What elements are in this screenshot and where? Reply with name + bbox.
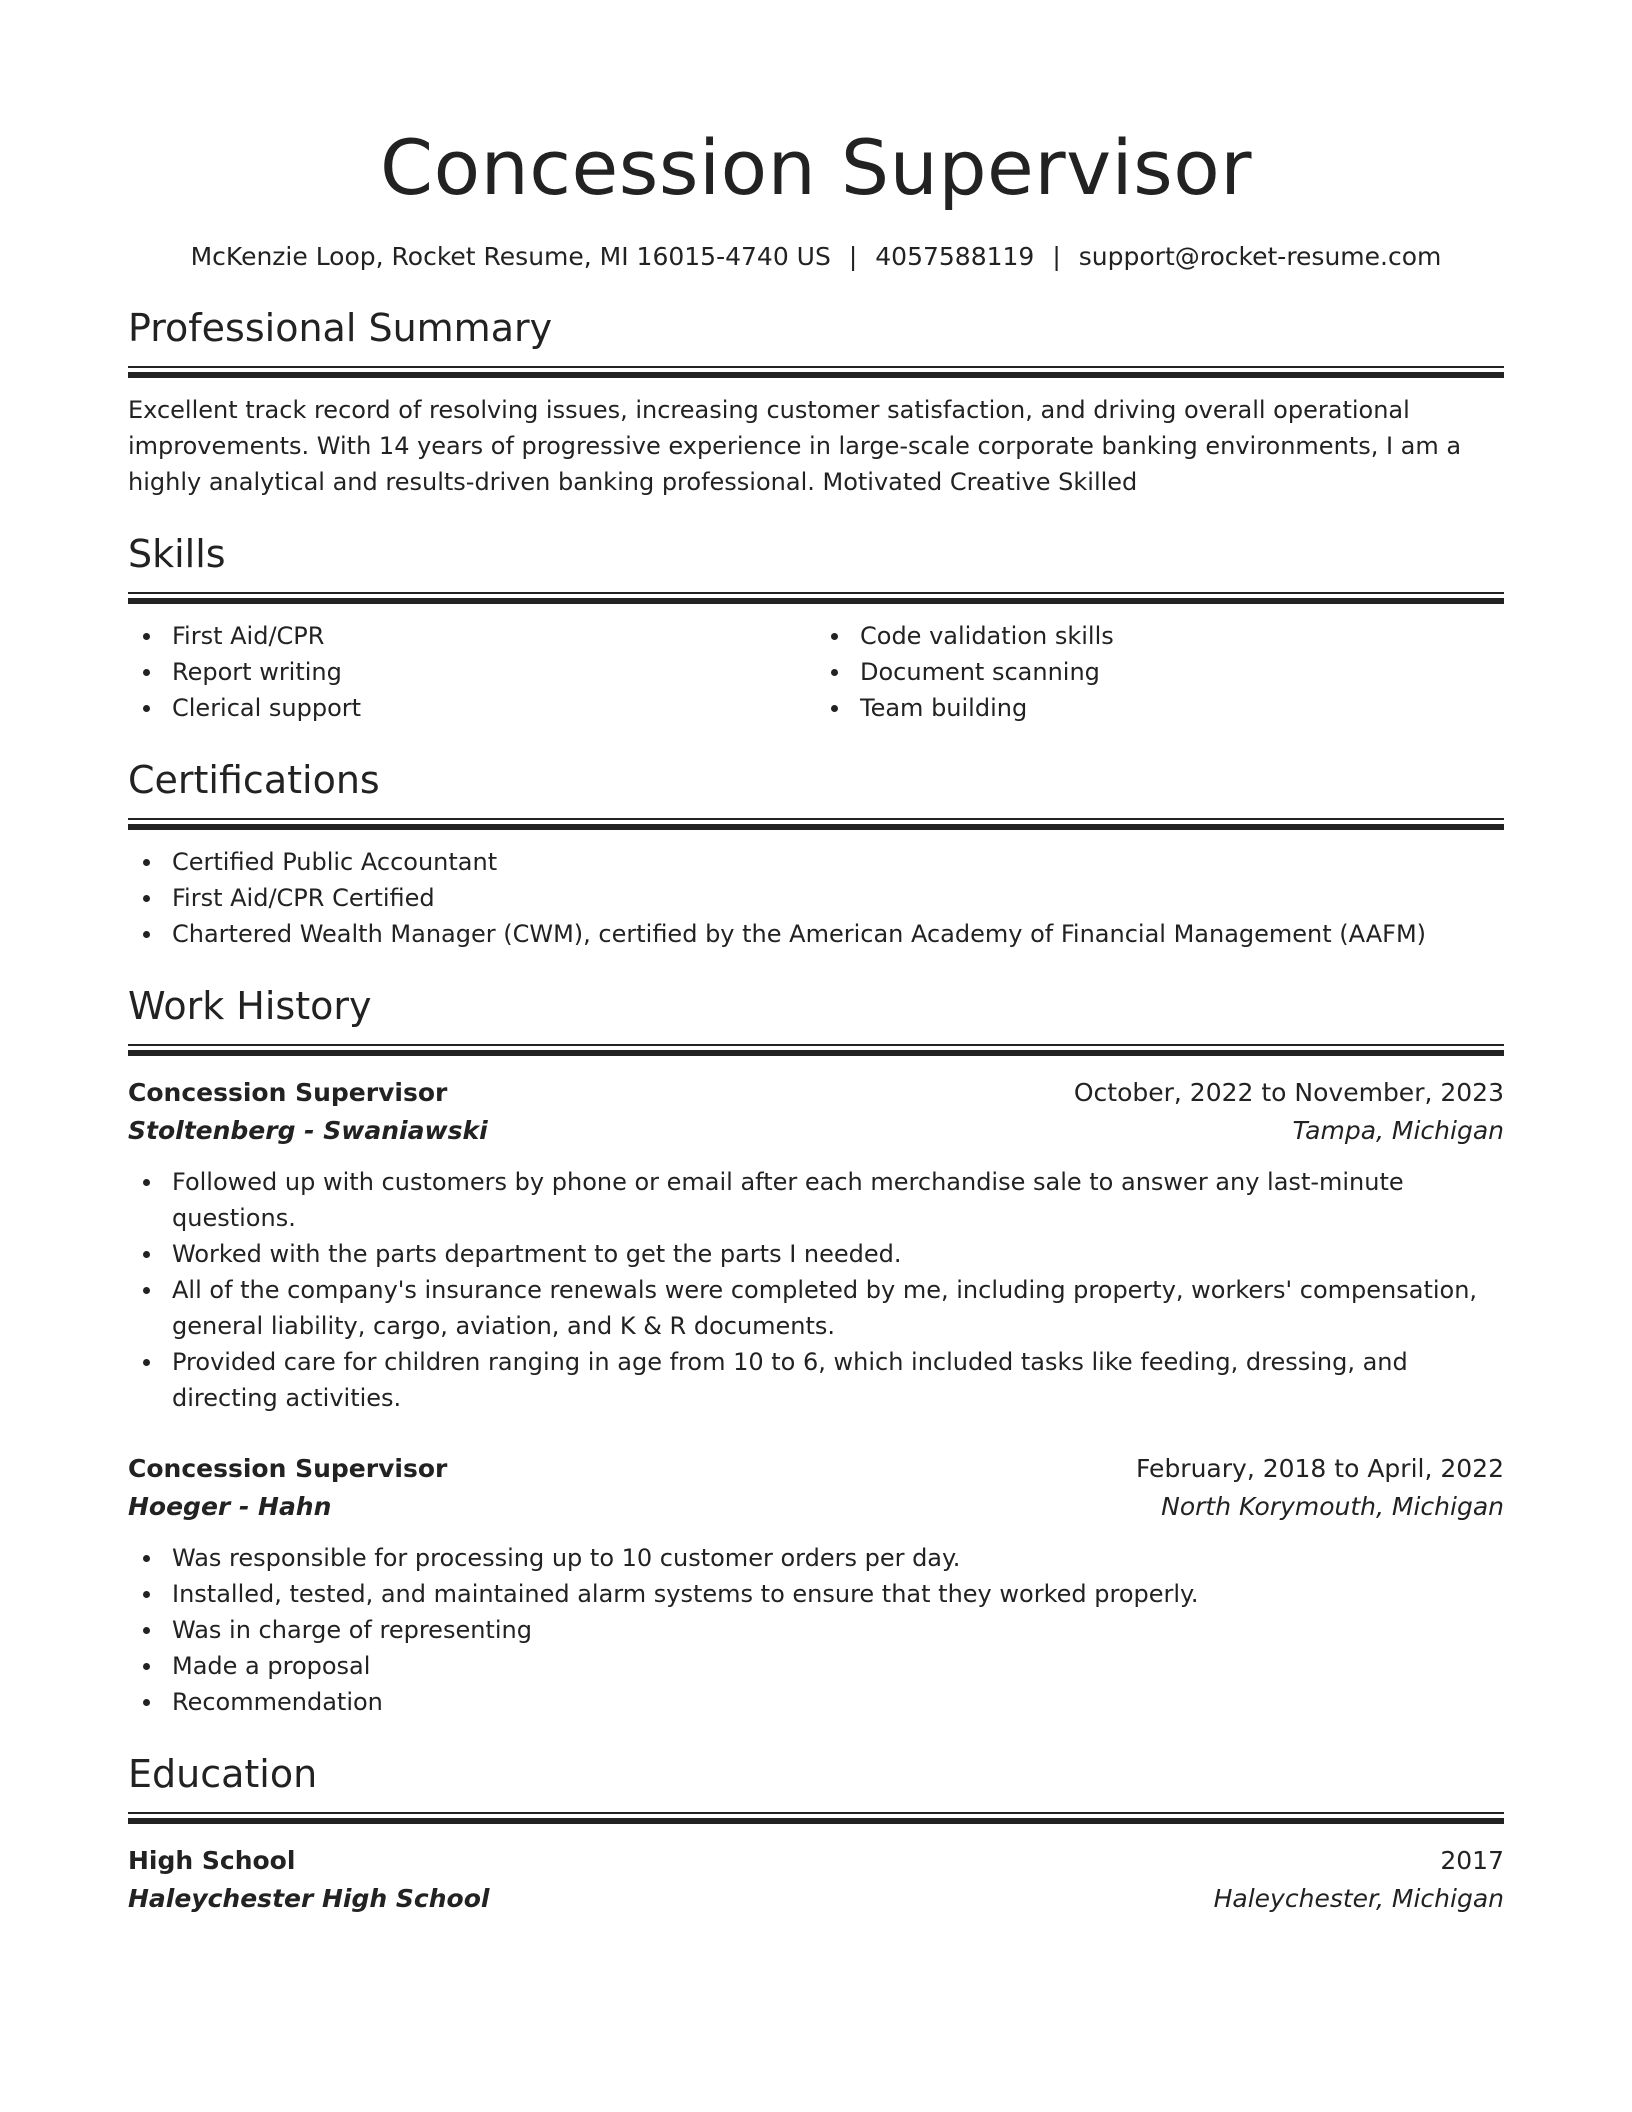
education-year: 2017	[1440, 1846, 1504, 1875]
certification-item: Chartered Wealth Manager (CWM), certified by the American Academy of Financial Management (AAFM)	[128, 916, 1504, 952]
job-duties-list	[128, 1164, 1504, 1416]
job-duty: Provided care for children ranging in age from 10 to 6, which included tasks like feeding, dressing, and directing activities.	[128, 1344, 1504, 1416]
job-dates: October, 2022 to November, 2023	[1073, 1078, 1504, 1107]
work-history-section	[128, 982, 1504, 1720]
education-school-row	[128, 1880, 1504, 1918]
section-divider	[128, 1812, 1504, 1824]
job-duty: Installed, tested, and maintained alarm systems to ensure that they worked properly.	[128, 1576, 1504, 1612]
contact-separator: |	[1052, 242, 1061, 271]
contact-email[interactable]: support@rocket-resume.com	[1078, 242, 1442, 271]
education-entry	[128, 1842, 1504, 1918]
certification-item: First Aid/CPR Certified	[128, 880, 1504, 916]
job-header-row	[128, 1450, 1504, 1488]
certification-item: Certified Public Accountant	[128, 844, 1504, 880]
job-location: Tampa, Michigan	[1292, 1116, 1504, 1145]
job-header-row	[128, 1074, 1504, 1112]
section-divider	[128, 818, 1504, 830]
skill-item: First Aid/CPR	[128, 618, 816, 654]
skills-right-column	[816, 618, 1504, 726]
skill-item: Team building	[816, 690, 1504, 726]
section-divider	[128, 366, 1504, 378]
job-dates: February, 2018 to April, 2022	[1136, 1454, 1504, 1483]
job-duty: Followed up with customers by phone or email after each merchandise sale to answer any last-minute questions.	[128, 1164, 1504, 1236]
job-duty: Was responsible for processing up to 10 customer orders per day.	[128, 1540, 1504, 1576]
section-divider	[128, 1044, 1504, 1056]
section-heading: Education	[128, 1752, 318, 1796]
job-duty: Was in charge of representing	[128, 1612, 1504, 1648]
resume-title: Concession Supervisor	[380, 123, 1252, 212]
job-location: North Korymouth, Michigan	[1161, 1492, 1504, 1521]
certifications-section	[128, 756, 1504, 952]
education-location: Haleychester, Michigan	[1213, 1884, 1504, 1913]
job-title: Concession Supervisor	[128, 1454, 448, 1483]
education-section	[128, 1750, 1504, 1918]
education-degree: High School	[128, 1846, 296, 1875]
job-duty: All of the company's insurance renewals were completed by me, including property, workers' compensation, general liability, cargo, aviation, and K & R documents.	[128, 1272, 1504, 1344]
job-employer: Hoeger - Hahn	[128, 1492, 332, 1521]
skill-item: Clerical support	[128, 690, 816, 726]
job-duties-list	[128, 1540, 1504, 1720]
contact-address: McKenzie Loop, Rocket Resume, MI 16015-4740 US	[190, 242, 831, 271]
summary-text: Excellent track record of resolving issues, increasing customer satisfaction, and driving overall operational improvements. With 14 years of progressive experience in large-scale corporate banking environments, I am a highly analytical and results-driven banking professional. Motivated Creative Skilled	[128, 396, 1462, 496]
skills-left-column	[128, 618, 816, 726]
job-employer: Stoltenberg - Swaniawski	[128, 1116, 488, 1145]
job-employer-row	[128, 1112, 1504, 1150]
section-heading: Certifications	[128, 758, 380, 802]
skills-columns	[128, 618, 1504, 726]
section-heading: Skills	[128, 532, 226, 576]
skill-item: Code validation skills	[816, 618, 1504, 654]
job-entry	[128, 1074, 1504, 1416]
skills-section	[128, 530, 1504, 726]
certification-list	[128, 844, 1504, 952]
contact-line	[128, 240, 1504, 274]
job-duty: Worked with the parts department to get the parts I needed.	[128, 1236, 1504, 1272]
job-entry	[128, 1450, 1504, 1720]
skill-item: Document scanning	[816, 654, 1504, 690]
contact-separator: |	[848, 242, 858, 271]
education-school: Haleychester High School	[128, 1884, 490, 1913]
summary-section	[128, 304, 1504, 500]
section-heading: Work History	[128, 984, 372, 1028]
job-employer-row	[128, 1488, 1504, 1526]
skill-item: Report writing	[128, 654, 816, 690]
contact-phone: 4057588119	[875, 242, 1035, 271]
job-duty: Recommendation	[128, 1684, 1504, 1720]
education-header-row	[128, 1842, 1504, 1880]
section-heading: Professional Summary	[128, 306, 553, 350]
job-title: Concession Supervisor	[128, 1078, 448, 1107]
section-divider	[128, 592, 1504, 604]
job-duty: Made a proposal	[128, 1648, 1504, 1684]
